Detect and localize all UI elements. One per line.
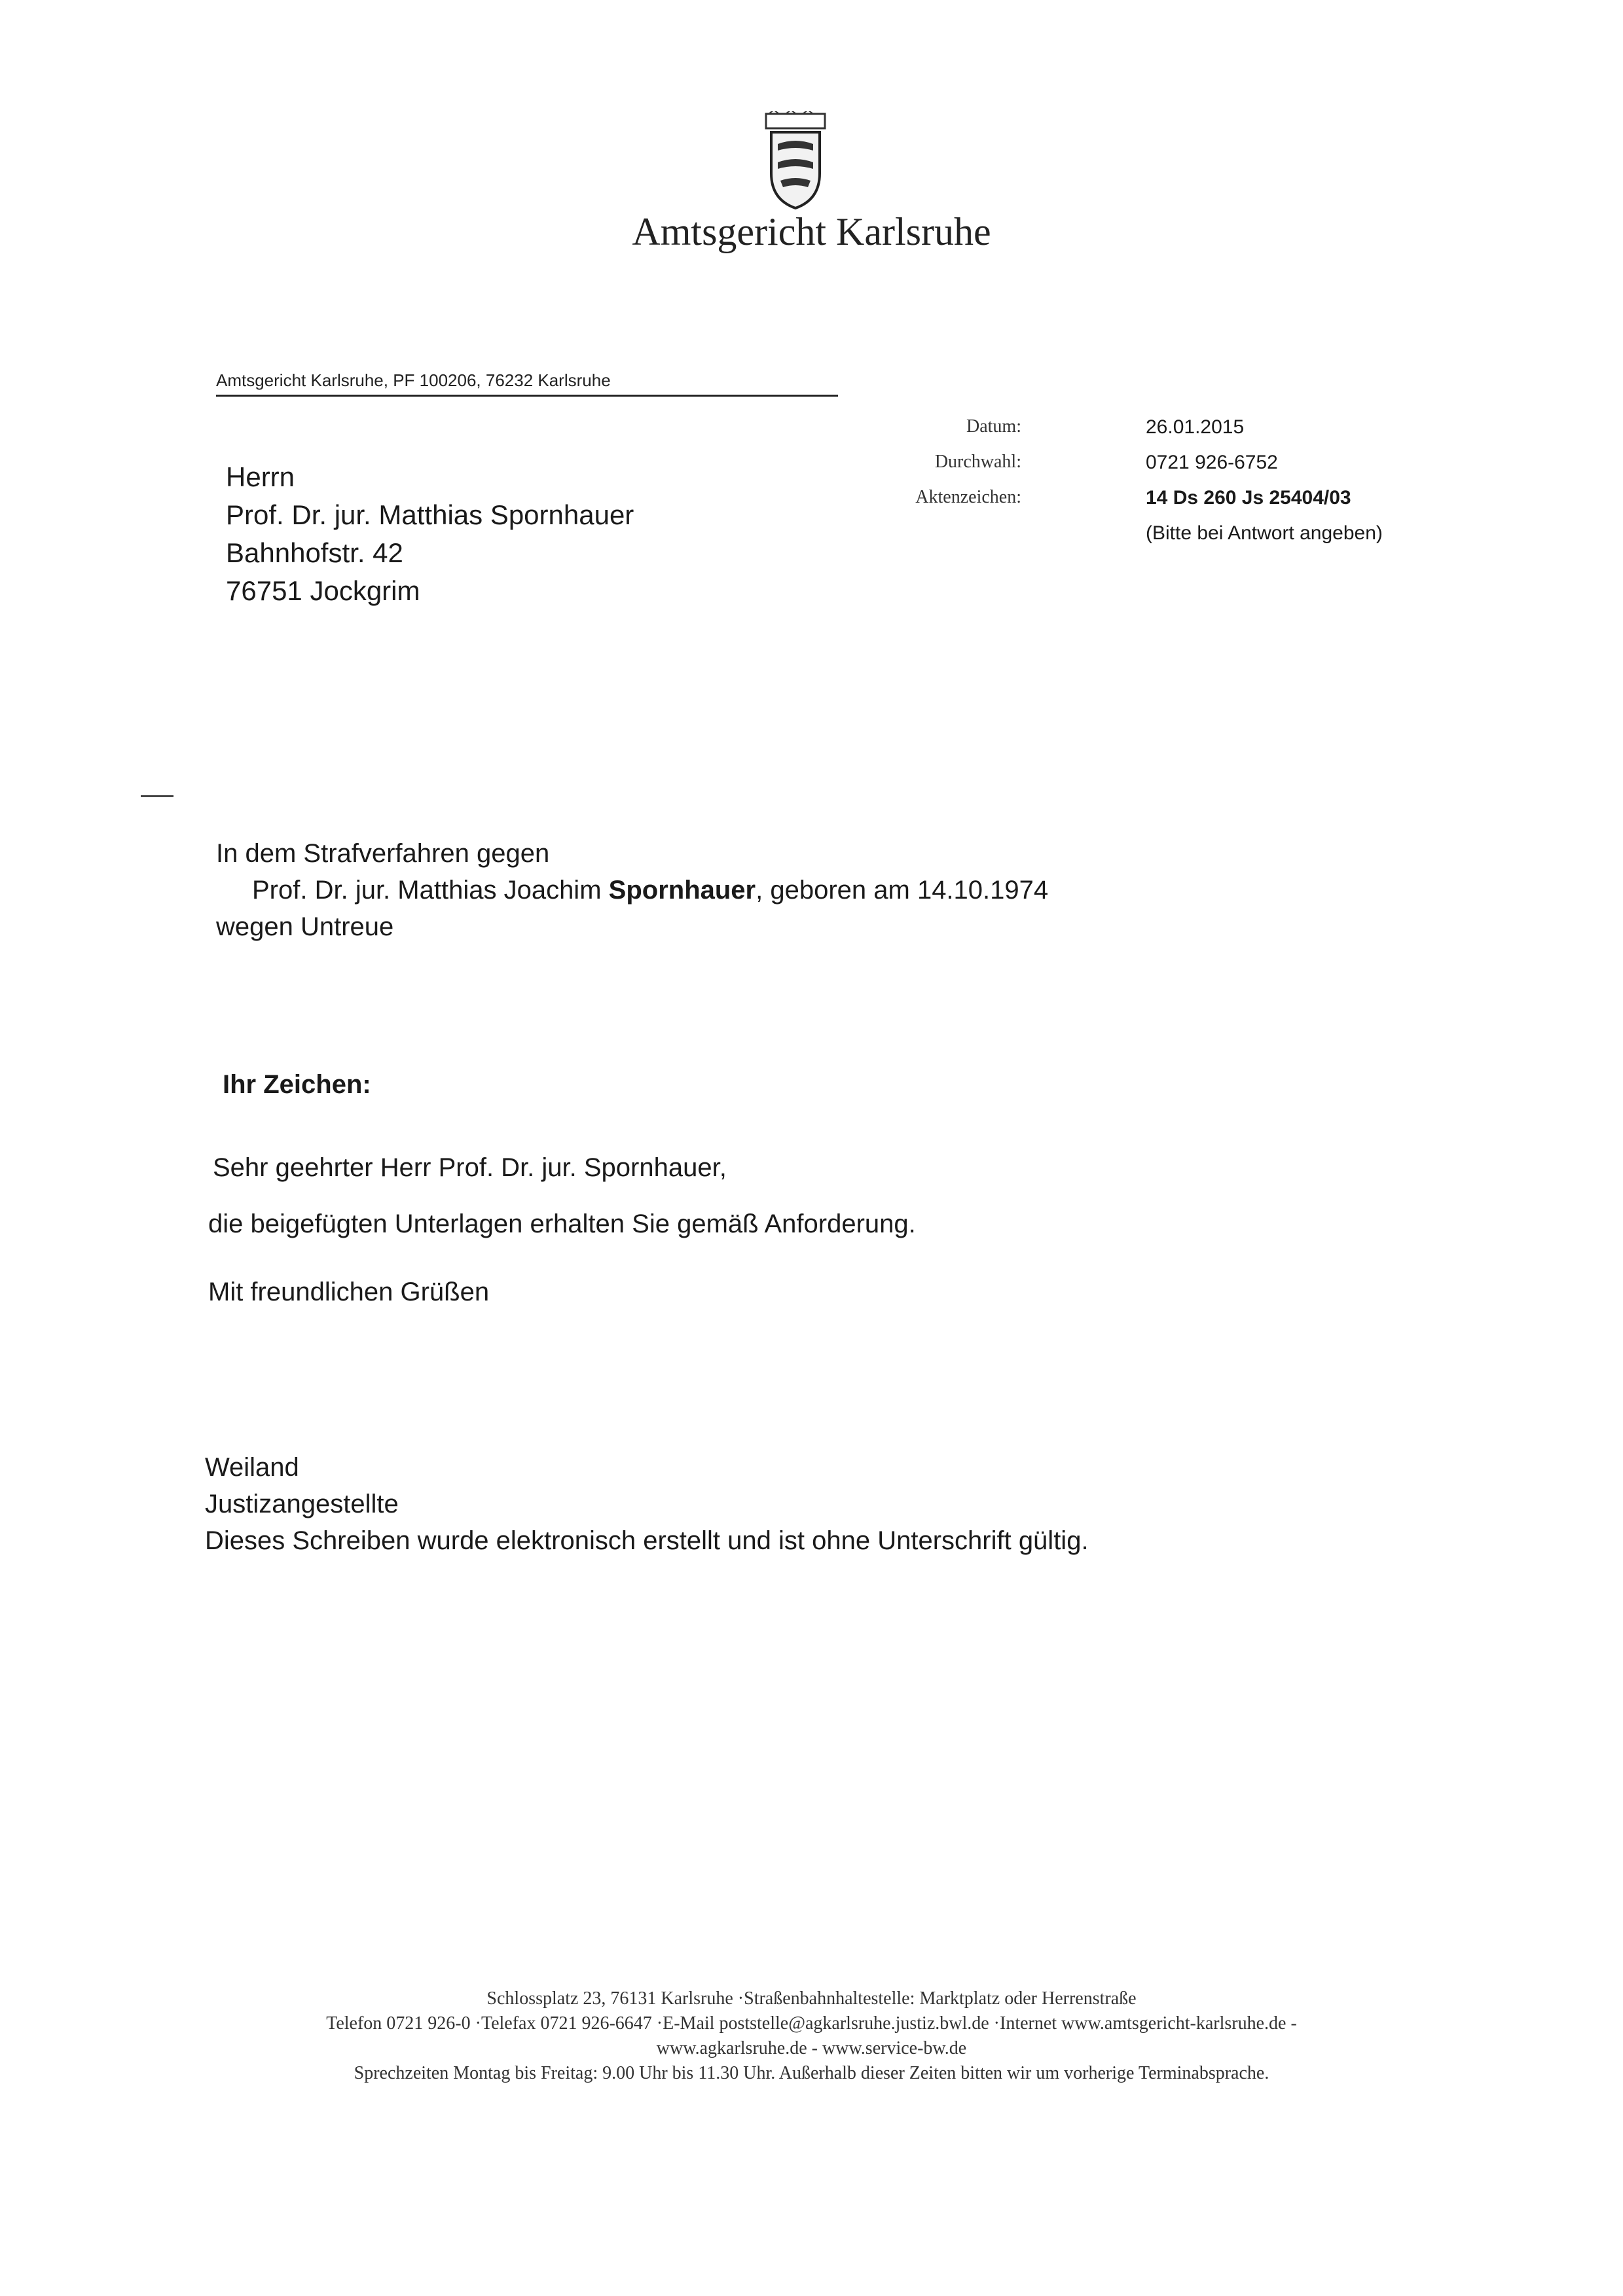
fold-mark	[141, 795, 173, 797]
letter-footer	[0, 1986, 1623, 2086]
meta-file-row	[851, 487, 1440, 517]
footer-line-contact: Telefon 0721 926-0 ·Telefax 0721 926-6647 ·E-Mail poststelle@agkarlsruhe.justiz.bwl.de ·Internet www.amtsgericht-karlsruhe.de -	[326, 2013, 1297, 2034]
footer-line-web: www.agkarlsruhe.de - www.service-bw.de	[656, 2038, 967, 2058]
phone-label: Durchwahl:	[934, 452, 1021, 472]
date-value: 26.01.2015	[1146, 416, 1245, 438]
recipient-city: 76751 Jockgrim	[226, 575, 420, 606]
letter-body: die beigefügten Unterlagen erhalten Sie gemäß Anforderung.	[208, 1210, 916, 1238]
file-label: Aktenzeichen:	[915, 487, 1021, 507]
court-title: Amtsgericht Karlsruhe	[632, 210, 991, 253]
recipient-street: Bahnhofstr. 42	[226, 537, 403, 568]
signer-title: Justizangestellte	[205, 1490, 399, 1518]
case-intro: In dem Strafverfahren gegen	[216, 839, 550, 868]
case-charge: wegen Untreue	[216, 912, 394, 941]
return-address: Amtsgericht Karlsruhe, PF 100206, 76232 Karlsruhe	[216, 370, 838, 397]
footer-line-hours: Sprechzeiten Montag bis Freitag: 9.00 Uhr bis 11.30 Uhr. Außerhalb dieser Zeiten bitten wir um vorherige Terminabsprache.	[354, 2063, 1269, 2083]
case-person-surname: Spornhauer	[608, 876, 756, 905]
case-person-suffix: , geboren am 14.10.1974	[756, 876, 1049, 905]
meta-phone-row	[851, 452, 1440, 482]
date-label: Datum:	[966, 416, 1021, 437]
case-person	[252, 876, 1048, 905]
coat-of-arms-icon	[759, 111, 831, 209]
signer-name: Weiland	[205, 1453, 299, 1482]
recipient-address	[226, 458, 634, 610]
recipient-name: Prof. Dr. jur. Matthias Spornhauer	[226, 499, 634, 530]
recipient-salutation: Herrn	[226, 461, 295, 492]
file-value: 14 Ds 260 Js 25404/03	[1146, 487, 1351, 509]
phone-value: 0721 926-6752	[1146, 452, 1278, 473]
letter-salutation: Sehr geehrter Herr Prof. Dr. jur. Spornhauer,	[213, 1153, 727, 1182]
case-person-prefix: Prof. Dr. jur. Matthias Joachim	[252, 876, 609, 905]
reference-label: Ihr Zeichen:	[223, 1070, 371, 1099]
footer-line-address: Schlossplatz 23, 76131 Karlsruhe ·Straßenbahnhaltestelle: Marktplatz oder Herrenstraße	[486, 1988, 1137, 2009]
file-note: (Bitte bei Antwort angeben)	[1146, 522, 1383, 544]
letter-closing: Mit freundlichen Grüßen	[208, 1278, 490, 1306]
meta-date-row	[851, 416, 1440, 446]
signature-note: Dieses Schreiben wurde elektronisch erstellt und ist ohne Unterschrift gültig.	[205, 1526, 1089, 1555]
